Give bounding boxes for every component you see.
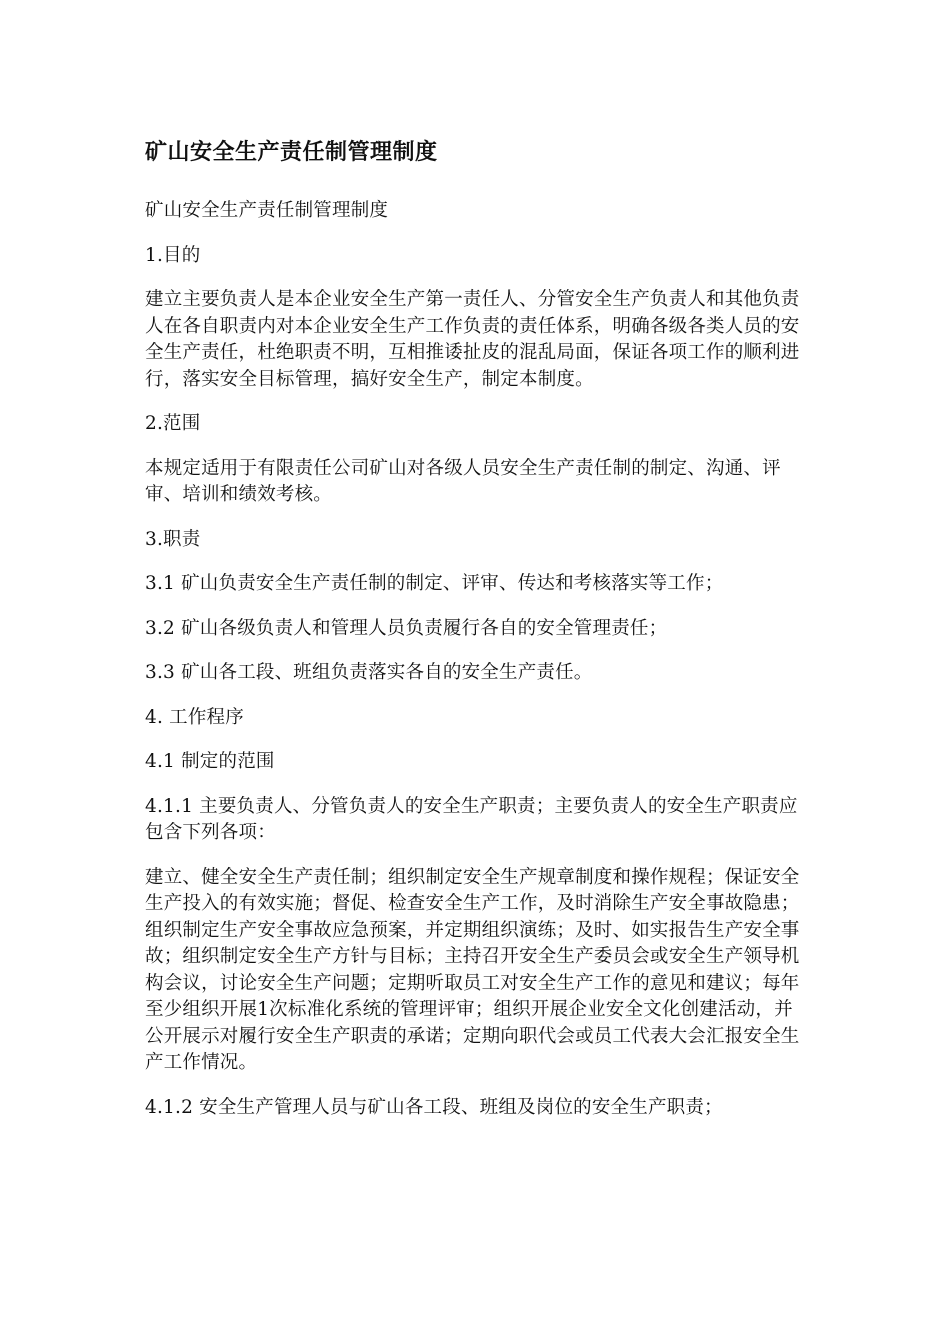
purpose-paragraph: 建立主要负责人是本企业安全生产第一责任人、分管安全生产负责人和其他负责人在各自职责内对本企业安全生产工作负责的责任体系，明确各级各类人员的安全生产责任，杜绝职责不明，互相推诿扯皮的混乱局面，保证各项工作的顺利进行，落实安全目标管理，搞好安全生产，制定本制度。	[145, 289, 800, 390]
duty-item-3-2: 3.2 矿山各级负责人和管理人员负责履行各自的安全管理责任；	[145, 617, 668, 639]
subsection-heading-4-1: 4.1 制定的范围	[145, 751, 275, 772]
duty-item-3-3: 3.3 矿山各工段、班组负责落实各自的安全生产责任。	[145, 662, 593, 683]
scope-paragraph: 本规定适用于有限责任公司矿山对各级人员安全生产责任制的制定、沟通、评审、培训和绩效考核。	[145, 457, 781, 505]
section-heading-scope: 2.范围	[145, 413, 201, 434]
document-title: 矿山安全生产责任制管理制度	[145, 139, 438, 165]
section-heading-procedure: 4. 工作程序	[145, 706, 244, 728]
section-heading-purpose: 1.目的	[145, 244, 201, 266]
duty-item-3-1: 3.1 矿山负责安全生产责任制的制定、评审、传达和考核落实等工作；	[145, 573, 724, 594]
section-heading-duties: 3.职责	[145, 528, 201, 550]
principal-duties-paragraph: 建立、健全安全生产责任制；组织制定安全生产规章制度和操作规程；保证安全生产投入的有效实施；督促、检查安全生产工作，及时消除生产安全事故隐患；组织制定生产安全事故应急预案，并定期组织演练；及时、如实报告生产安全事故；组织制定安全生产方针与目标；主持召开安全生产委员会或安全生产领导机构会议，讨论安全生产问题；定期听取员工对安全生产工作的意见和建议；每年至少组织开展1次标准化系统的管理评审；组织开展企业安全文化创建活动，并公开展示对履行安全生产职责的承诺；定期向职代会或员工代表大会汇报安全生产工作情况。	[145, 866, 800, 1073]
clause-4-1-2: 4.1.2 安全生产管理人员与矿山各工段、班组及岗位的安全生产职责；	[145, 1096, 723, 1118]
document-page	[145, 132, 805, 1139]
clause-4-1-1: 4.1.1 主要负责人、分管负责人的安全生产职责；主要负责人的安全生产职责应包含下列各项：	[145, 795, 798, 843]
subtitle-paragraph: 矿山安全生产责任制管理制度	[145, 200, 389, 221]
